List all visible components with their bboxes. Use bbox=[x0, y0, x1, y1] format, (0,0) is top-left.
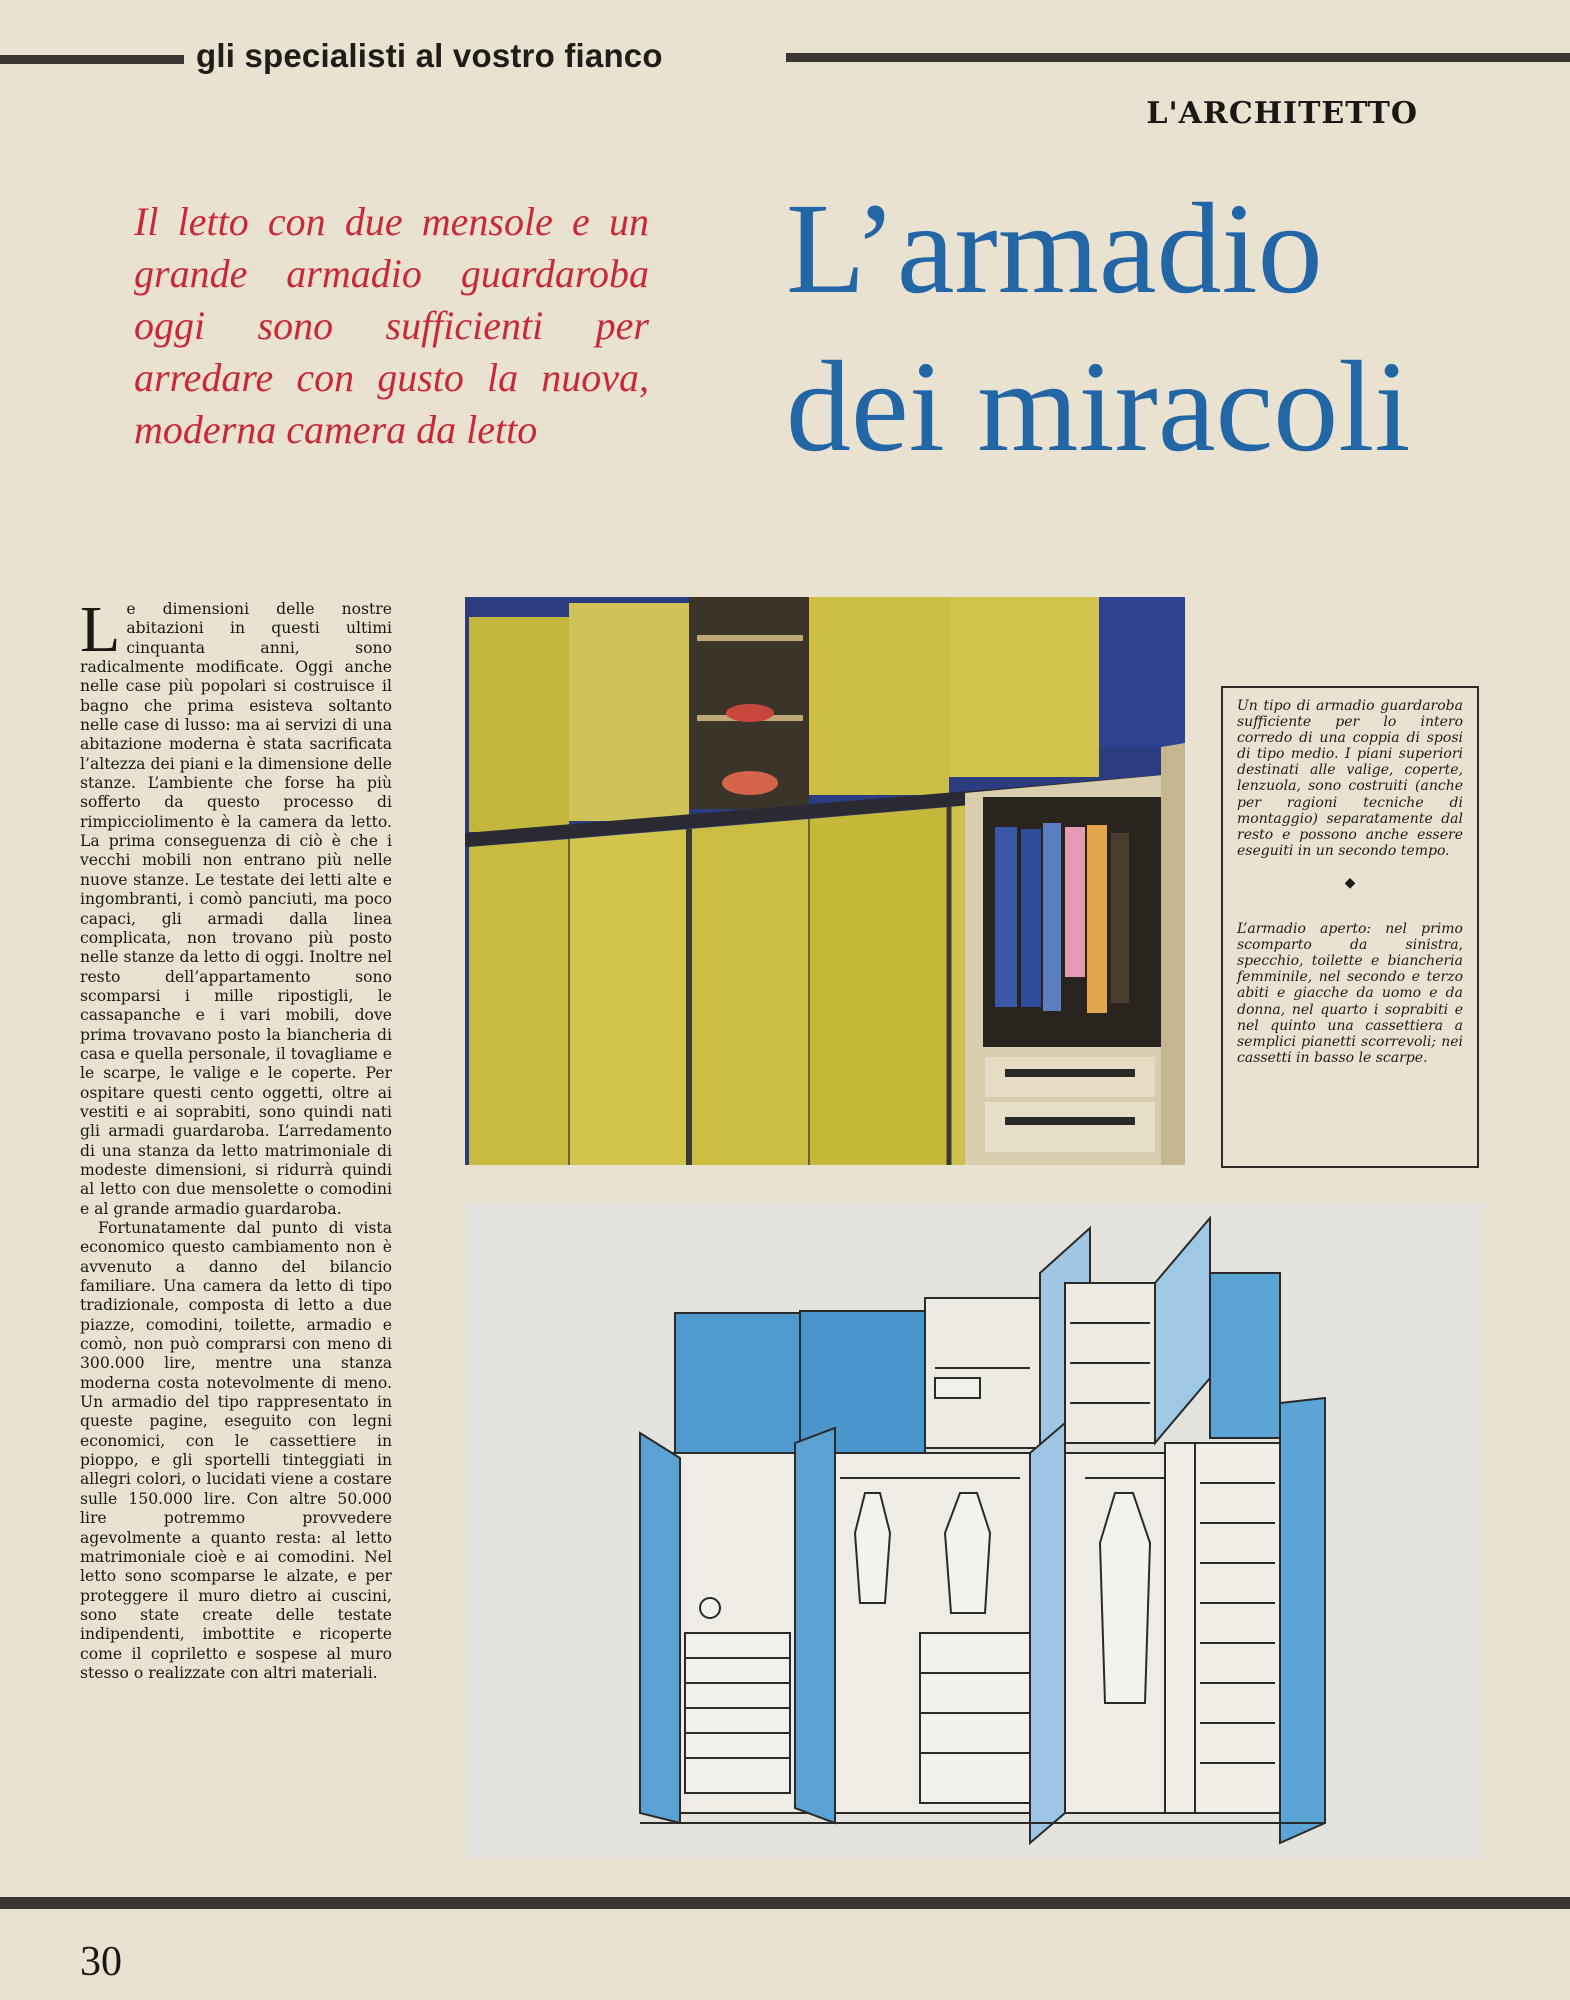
article-title-line-2: dei miracoli bbox=[786, 335, 1411, 479]
article-paragraph-2: Fortunatamente dal punto di vista economico questo cambiamento non è avvenuto a danno del bilancio familiare. Una camera da letto di tipo tradizionale, composta di letto a due piazze, comodini, toilette, armadio e comò, non può comprarsi con meno di 300.000 lire, mentre una stanza moderna costa notevolmente di meno. Un armadio del tipo rappresentato in queste pagine, eseguito con legni economici, con le cassettiere in pioppo, e gli sportelli tinteggiati in allegri colori, o lucidati viene a costare sulle 150.000 lire. Con altre 50.000 lire potremmo provvedere agevolmente a quanto resta: al letto matrimoniale cioè e ai comodini. Nel letto sono scomparse le alzate, e per proteggere il muro dietro ai cuscini, sono state create delle testate indipendenti, imbottite e ricoperte come il copriletto e sospese al muro stesso o realizzate con altri materiali. bbox=[80, 1219, 392, 1682]
article-title-line-1: L’armadio bbox=[786, 177, 1323, 321]
wardrobe-drawing bbox=[465, 1203, 1485, 1858]
article-body bbox=[80, 593, 392, 1683]
header-rule-right bbox=[786, 53, 1570, 62]
wardrobe-photo-illustration bbox=[465, 597, 1185, 1165]
article-subtitle: Il letto con due mensole e un grande armadio guardaroba oggi sono sufficienti per arredare con gusto la nuova, moderna camera da letto bbox=[134, 199, 649, 452]
wardrobe-photo bbox=[465, 597, 1185, 1165]
caption-second: L’armadio aperto: nel primo scomparto da sinistra, specchio, toilette e biancheria femminile, nel secondo e terzo abiti e giacche da uomo e da donna, nel quarto i soprabiti e nel quinto una cassettiera a semplici pianetti scorrevoli; nei cassetti in basso le scarpe. bbox=[1237, 921, 1463, 1066]
caption-box bbox=[1221, 686, 1479, 1168]
header-rubric: gli specialisti al vostro fianco bbox=[196, 37, 663, 74]
drop-cap: L bbox=[80, 593, 121, 666]
page-number: 30 bbox=[80, 1939, 122, 1985]
footer-rule bbox=[0, 1897, 1570, 1909]
paragraph-1-text: e dimensioni delle nostre abitazioni in questi ultimi cinquanta anni, sono radicalmente modificate. Oggi anche nelle case più popolari si costruisce il bagno che prima esisteva soltanto nelle case di lusso: ma ai servizi di una abitazione moderna è stata sacrificata l’altezza dei piani e la dimensione delle stanze. L’ambiente che forse ha più sofferto da questo processo di rimpicciolimento è la camera da letto. La prima conseguenza di ciò è che i vecchi mobili non entrano più nelle nuove stanze. Le testate dei letti alte e ingombranti, i comò panciuti, ma poco capaci, gli armadi dalla linea complicata, non trovano più posto nelle stanze da letto di oggi. Inoltre nel resto dell’appartamento sono scomparsi i mille ripostigli, le cassapanche e i vari mobili, dove prima trovavano posto la biancheria di casa e quella personale, il tovagliame e le scarpe, le valige e le coperte. Per ospitare questi cento oggetti, oltre ai vestiti e ai soprabiti, sono quindi nati gli armadi guardaroba. L’arredamento di una stanza da letto matrimoniale di modeste dimensioni, si ridurrà quindi al letto con due mensolette o comodini e al grande armadio guardaroba. bbox=[80, 600, 392, 1218]
article-paragraph-1 bbox=[80, 593, 392, 1219]
caption-first: Un tipo di armadio guardaroba sufficiente per lo intero corredo di una coppia di sposi di tipo medio. I piani superiori destinati alle valige, coperte, lenzuola, sono costruiti (anche per ragioni tecniche di montaggio) separatamente dal resto e possono anche essere eseguiti in un secondo tempo. bbox=[1237, 698, 1463, 859]
section-label: L'ARCHITETTO bbox=[1146, 96, 1418, 131]
caption-separator: ◆ bbox=[1344, 874, 1356, 891]
header-rule-left bbox=[0, 55, 184, 64]
wardrobe-drawing-illustration bbox=[465, 1203, 1485, 1858]
article-title bbox=[786, 170, 1506, 486]
